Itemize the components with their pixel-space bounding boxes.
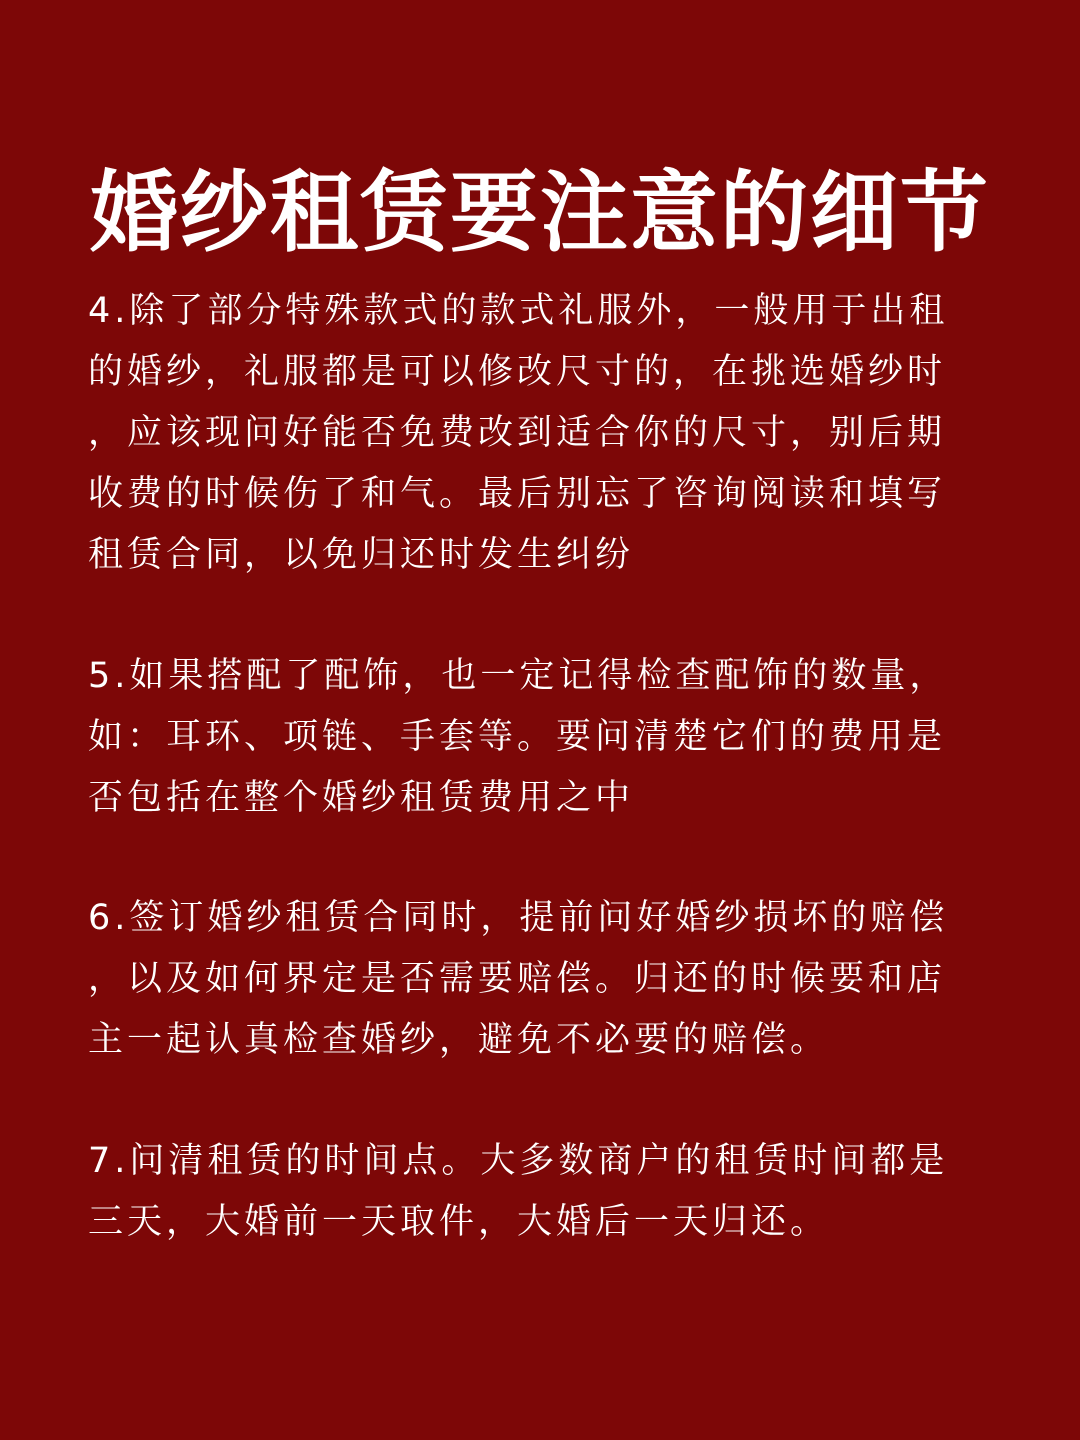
tip-line: 如：耳环、项链、手套等。要问清楚它们的费用是 (88, 717, 947, 757)
tip-line: 否包括在整个婚纱租赁费用之中 (88, 778, 635, 818)
tip-line: 收费的时候伤了和气。最后别忘了咨询阅读和填写 (88, 474, 947, 514)
tip-line: 4.除了部分特殊款式的款式礼服外，一般用于出租 (88, 291, 949, 331)
tip-item-7 (88, 1131, 988, 1253)
tip-line: 5.如果搭配了配饰，也一定记得检查配饰的数量， (88, 656, 949, 696)
tip-line: 的婚纱，礼服都是可以修改尺寸的，在挑选婚纱时 (88, 352, 947, 392)
tip-item-6 (88, 888, 988, 1071)
poster-title: 婚纱租赁要注意的细节 (89, 160, 990, 264)
tip-item-5 (88, 646, 988, 829)
tip-line: ，以及如何界定是否需要赔偿。归还的时候要和店 (88, 959, 947, 999)
tip-line: 7.问清租赁的时间点。大多数商户的租赁时间都是 (88, 1141, 949, 1181)
tip-line: 租赁合同，以免归还时发生纠纷 (88, 535, 635, 575)
tip-item-4 (88, 281, 988, 586)
tip-line: 三天，大婚前一天取件，大婚后一天归还。 (88, 1202, 830, 1242)
tip-line: 主一起认真检查婚纱，避免不必要的赔偿。 (88, 1020, 830, 1060)
tip-line: 6.签订婚纱租赁合同时，提前问好婚纱损坏的赔偿 (88, 898, 949, 938)
tip-line: ，应该现问好能否免费改到适合你的尺寸，别后期 (88, 413, 947, 453)
